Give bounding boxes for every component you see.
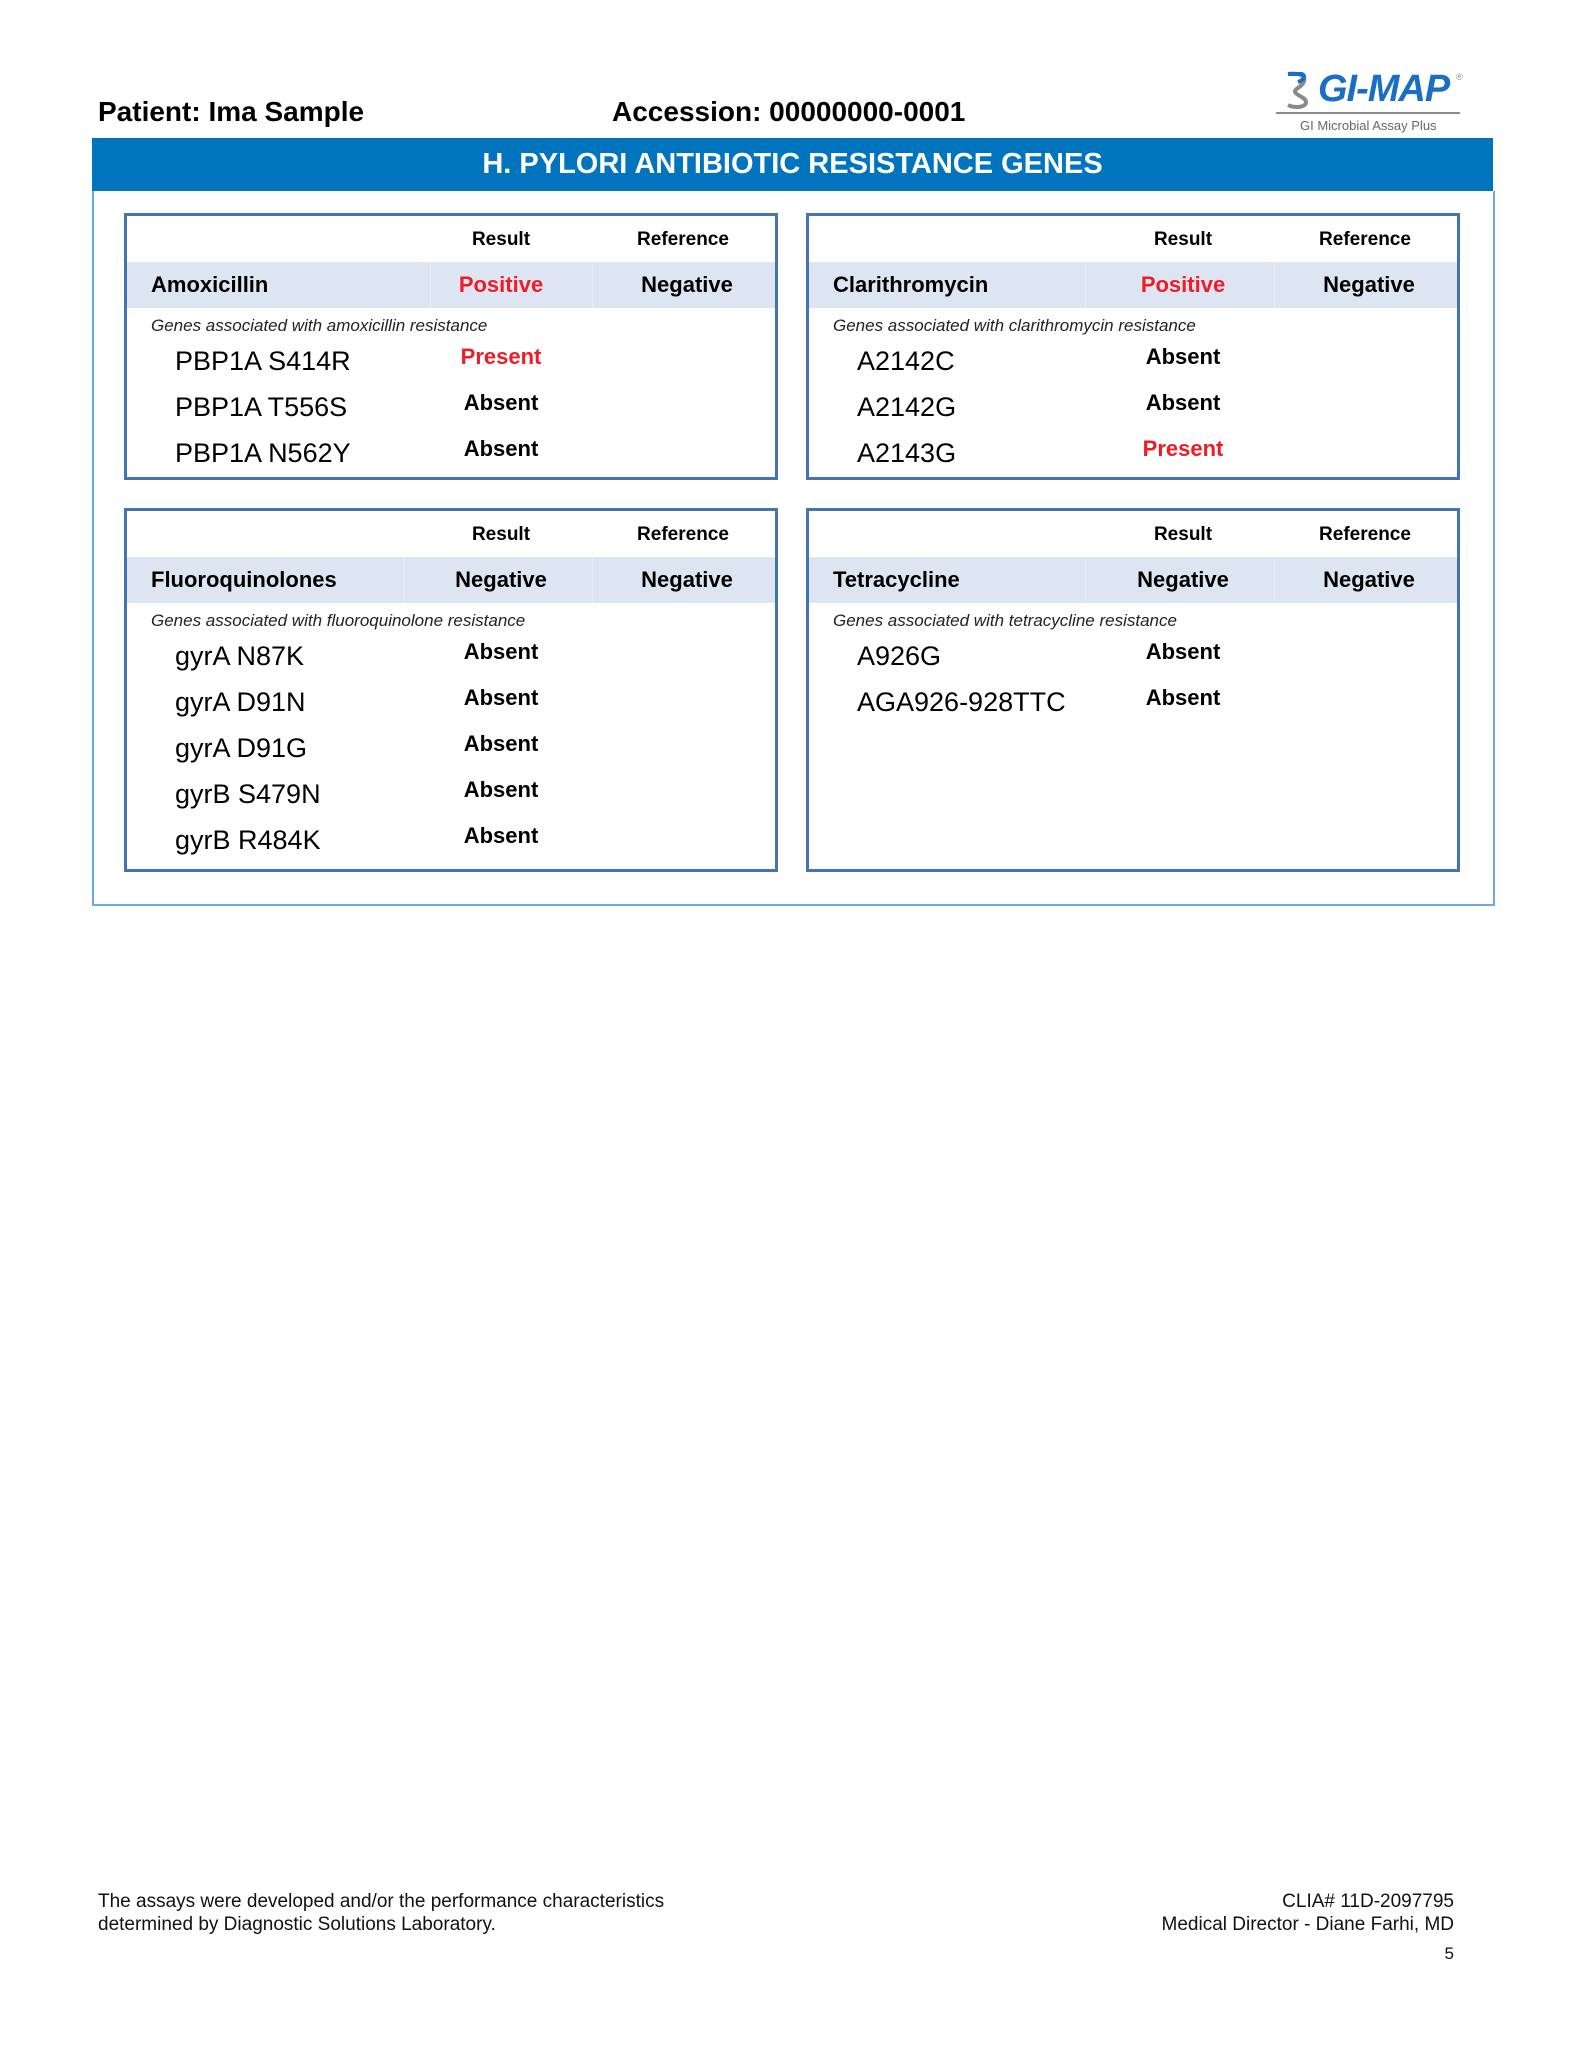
card-tetracycline bbox=[806, 508, 1460, 872]
genes-caption: Genes associated with fluoroquinolone resistance bbox=[151, 611, 526, 630]
gene-row bbox=[809, 388, 1457, 434]
gene-status: Absent bbox=[463, 390, 539, 415]
gene-name: gyrB R484K bbox=[175, 825, 321, 855]
antibiotic-summary-row bbox=[809, 262, 1457, 308]
gene-status: Present bbox=[460, 344, 542, 369]
gene-name: A2142C bbox=[857, 346, 955, 376]
gene-status: Absent bbox=[463, 731, 539, 756]
antibiotic-name: Tetracycline bbox=[833, 567, 960, 592]
gene-name: gyrB S479N bbox=[175, 779, 321, 809]
antibiotic-reference: Negative bbox=[641, 272, 733, 297]
gene-status: Absent bbox=[463, 777, 539, 802]
antibiotic-summary-row bbox=[127, 557, 775, 603]
column-reference-label: Reference bbox=[1319, 229, 1411, 250]
accession-number: Accession: 00000000-0001 bbox=[612, 96, 966, 127]
column-header-row bbox=[127, 216, 775, 265]
gene-status: Absent bbox=[463, 436, 539, 461]
gene-row bbox=[127, 388, 775, 434]
gene-status: Absent bbox=[463, 639, 539, 664]
gi-map-logo bbox=[1276, 68, 1466, 138]
antibiotic-result: Positive bbox=[1140, 272, 1226, 297]
divider bbox=[430, 262, 431, 308]
antibiotic-reference: Negative bbox=[1323, 272, 1415, 297]
card-amoxicillin bbox=[124, 213, 778, 480]
gene-row bbox=[127, 342, 775, 388]
disclaimer-line-1: The assays were developed and/or the performance characteristics bbox=[98, 1891, 665, 1912]
antibiotic-summary-row bbox=[809, 557, 1457, 603]
column-header-row bbox=[809, 216, 1457, 265]
gene-status: Present bbox=[1142, 436, 1224, 461]
card-clarithromycin bbox=[806, 213, 1460, 480]
gene-status: Absent bbox=[1145, 639, 1221, 664]
gene-status: Absent bbox=[1145, 390, 1221, 415]
column-reference-label: Reference bbox=[1319, 524, 1411, 545]
genes-caption: Genes associated with clarithromycin resistance bbox=[833, 316, 1196, 335]
gene-status: Absent bbox=[463, 823, 539, 848]
antibiotic-reference: Negative bbox=[641, 567, 733, 592]
antibiotic-reference: Negative bbox=[1323, 567, 1415, 592]
gene-row bbox=[127, 637, 775, 683]
column-result-label: Result bbox=[1153, 229, 1213, 250]
gene-name: PBP1A S414R bbox=[175, 346, 351, 376]
antibiotic-result: Positive bbox=[458, 272, 544, 297]
medical-director: Medical Director - Diane Farhi, MD bbox=[1161, 1914, 1454, 1935]
gene-name: gyrA D91N bbox=[175, 687, 306, 717]
registered-mark: ® bbox=[1456, 72, 1463, 82]
genes-caption: Genes associated with amoxicillin resistance bbox=[151, 316, 488, 335]
gene-name: gyrA N87K bbox=[175, 641, 305, 671]
disclaimer-line-2: determined by Diagnostic Solutions Laboratory. bbox=[98, 1914, 496, 1935]
clia-number: CLIA# 11D-2097795 bbox=[1282, 1891, 1454, 1912]
footer-lab-info bbox=[1162, 1890, 1454, 1936]
gene-row bbox=[127, 729, 775, 775]
antibiotic-summary-row bbox=[127, 262, 775, 308]
antibiotic-name: Clarithromycin bbox=[833, 272, 989, 297]
divider bbox=[592, 557, 593, 603]
dna-helix-icon bbox=[1284, 70, 1314, 110]
gene-name: gyrA D91G bbox=[175, 733, 308, 763]
antibiotic-result: Negative bbox=[1137, 567, 1229, 592]
gene-row bbox=[127, 683, 775, 729]
logo-brand: GI-MAP bbox=[1318, 68, 1450, 110]
divider bbox=[1274, 557, 1275, 603]
card-fluoroquinolones bbox=[124, 508, 778, 872]
column-reference-label: Reference bbox=[637, 524, 729, 545]
antibiotic-name: Amoxicillin bbox=[151, 272, 269, 297]
section-title: H. PYLORI ANTIBIOTIC RESISTANCE GENES bbox=[92, 138, 1493, 191]
gene-row bbox=[809, 342, 1457, 388]
gene-name: A2142G bbox=[857, 392, 957, 422]
antibiotic-name: Fluoroquinolones bbox=[151, 567, 337, 592]
gene-row bbox=[127, 775, 775, 821]
divider bbox=[1274, 262, 1275, 308]
gene-name: A2143G bbox=[857, 438, 957, 468]
column-result-label: Result bbox=[471, 229, 531, 250]
divider bbox=[1085, 262, 1086, 308]
gene-name: PBP1A N562Y bbox=[175, 438, 351, 468]
column-result-label: Result bbox=[471, 524, 531, 545]
gene-name: AGA926-928TTC bbox=[857, 687, 1066, 717]
antibiotic-result: Negative bbox=[455, 567, 547, 592]
footer-disclaimer bbox=[98, 1890, 664, 1936]
patient-name: Patient: Ima Sample bbox=[98, 96, 365, 127]
gene-name: A926G bbox=[857, 641, 942, 671]
gene-status: Absent bbox=[463, 685, 539, 710]
gene-status: Absent bbox=[1145, 344, 1221, 369]
column-result-label: Result bbox=[1153, 524, 1213, 545]
divider bbox=[403, 557, 404, 603]
column-reference-label: Reference bbox=[637, 229, 729, 250]
gene-status: Absent bbox=[1145, 685, 1221, 710]
gene-name: PBP1A T556S bbox=[175, 392, 348, 422]
gene-row bbox=[809, 434, 1457, 480]
gene-row bbox=[127, 434, 775, 480]
gene-row bbox=[809, 683, 1457, 729]
column-header-row bbox=[127, 511, 775, 560]
divider bbox=[592, 262, 593, 308]
gene-row bbox=[809, 637, 1457, 683]
gene-row bbox=[127, 821, 775, 867]
logo-subtitle: GI Microbial Assay Plus bbox=[1300, 118, 1437, 133]
page-number: 5 bbox=[1444, 1944, 1454, 1963]
genes-caption: Genes associated with tetracycline resistance bbox=[833, 611, 1177, 630]
column-header-row bbox=[809, 511, 1457, 560]
divider bbox=[1085, 557, 1086, 603]
logo-divider bbox=[1276, 112, 1460, 114]
